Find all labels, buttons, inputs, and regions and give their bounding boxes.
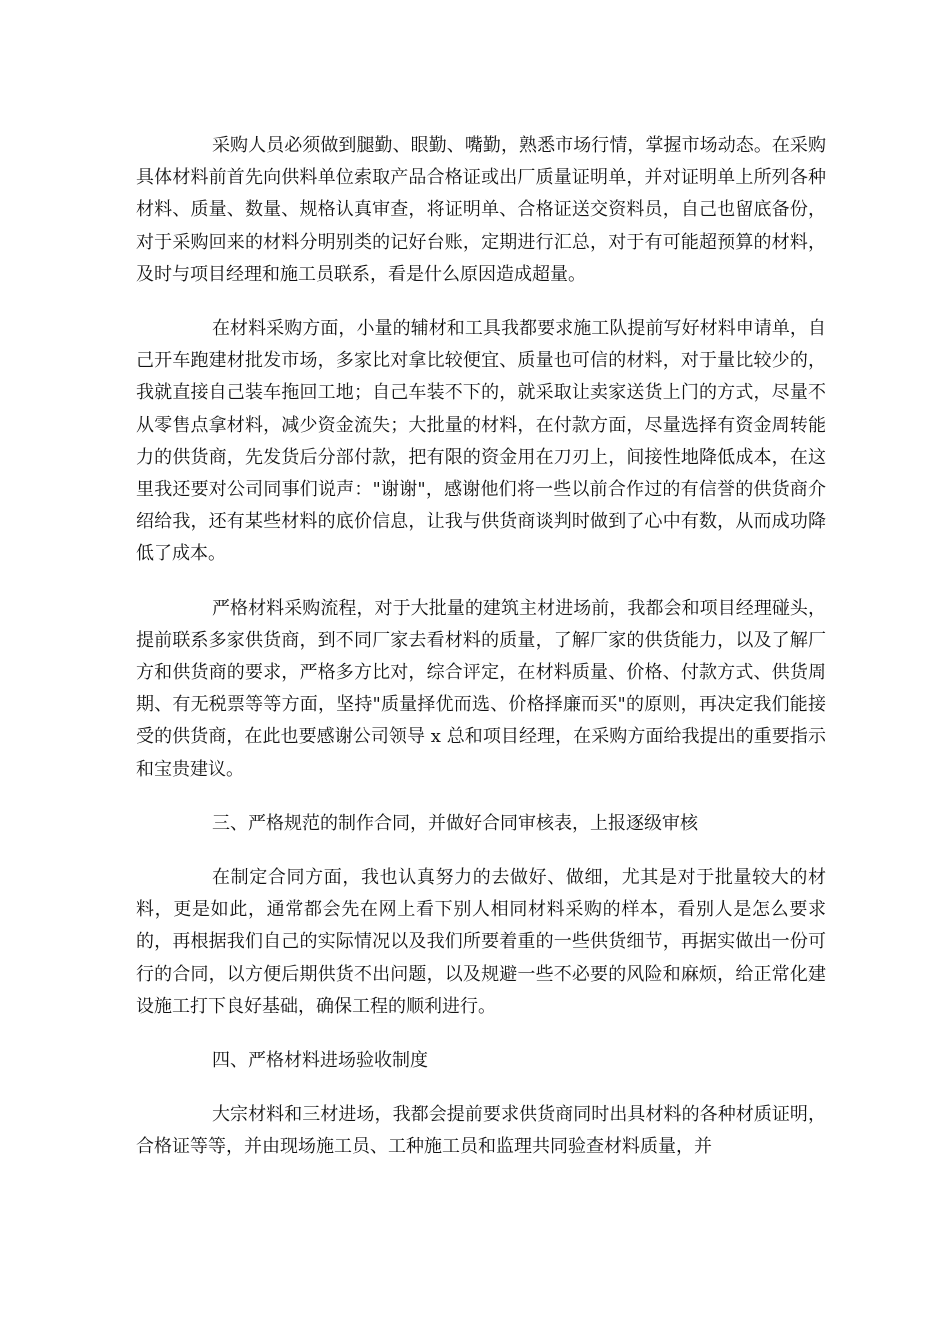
paragraph-material-purchasing: 在材料采购方面，小量的辅材和工具我都要求施工队提前写好材料申请单，自己开车跑建材批发市场，多家比对拿比较便宜、质量也可信的材料，对于量比较少的，我就直接自己装车拖回工地；自己车装不下的，就采取让卖家送货上门的方式，尽量不从零售点拿材料，减少资金流失；大批量的材料，在付款方面，尽量选择有资金周转能力的供货商，先发货后分部付款，把有限的资金用在刀刃上，间接性地降低成本，在这里我还要对公司同事们说声："谢谢"，感谢他们将一些以前合作过的有信誉的供货商介绍给我，还有某些材料的底价信息，让我与供货商谈判时做到了心中有数，从而成功降低了成本。 (136, 318, 826, 565)
section-heading-acceptance: 四、严格材料进场验收制度 (212, 1050, 428, 1072)
paragraph-material-acceptance: 大宗材料和三材进场，我都会提前要求供货商同时出具材料的各种材质证明，合格证等等，并由现场施工员、工种施工员和监理共同验查材料质量，并 (136, 1104, 826, 1158)
paragraph-purchasing-process: 严格材料采购流程，对于大批量的建筑主材进场前，我都会和项目经理碰头，提前联系多家供货商，到不同厂家去看材料的质量，了解厂家的供货能力，以及了解厂方和供货商的要求，严格多方比对，综合评定，在材料质量、价格、付款方式、供货周期、有无税票等等方面，坚持"质量择优而选、价格择廉而买"的原则，再决定我们能接受的供货商，在此也要感谢公司领导 x 总和项目经理，在采购方面给我提出的重要指示和宝贵建议。 (136, 597, 826, 780)
section-heading-contracts: 三、严格规范的制作合同，并做好合同审核表，上报逐级审核 (212, 812, 698, 834)
paragraph-contract-drafting: 在制定合同方面，我也认真努力的去做好、做细，尤其是对于批量较大的材料，更是如此，通常都会先在网上看下别人相同材料采购的样本，看别人是怎么要求的，再根据我们自己的实际情况以及我们所要着重的一些供货细节，再据实做出一份可行的合同，以方便后期供货不出问题，以及规避一些不必要的风险和麻烦，给正常化建设施工打下良好基础，确保工程的顺利进行。 (136, 867, 826, 1017)
paragraph-procurement-staff: 采购人员必须做到腿勤、眼勤、嘴勤，熟悉市场行情，掌握市场动态。在采购具体材料前首先向供料单位索取产品合格证或出厂质量证明单，并对证明单上所列各种材料、质量、数量、规格认真审查，将证明单、合格证送交资料员，自己也留底备份，对于采购回来的材料分明别类的记好台账，定期进行汇总，对于有可能超预算的材料，及时与项目经理和施工员联系，看是什么原因造成超量。 (136, 135, 826, 285)
document-page (136, 130, 826, 1164)
